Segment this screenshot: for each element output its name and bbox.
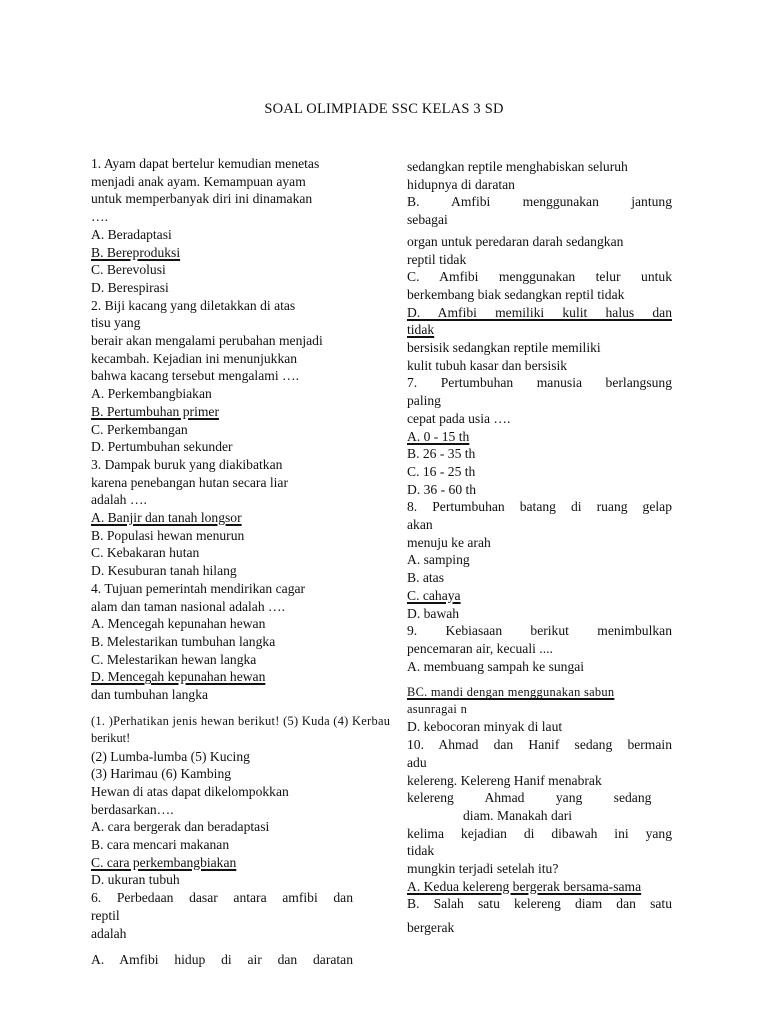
q6-option-a-continued: hidupnya di daratan bbox=[407, 176, 515, 192]
q5-stem-line: berikut! bbox=[91, 730, 131, 745]
q6-option-b-continued: organ untuk peredaran darah sedangkan bbox=[407, 233, 624, 249]
q3-stem-line: adalah …. bbox=[91, 492, 147, 508]
q6-option-a: A. Amfibi hidup di air dan daratan bbox=[91, 952, 353, 968]
q10-stem-line: kelereng. Kelereng Hanif menabrak bbox=[407, 772, 602, 788]
q4-option-b: B. Melestarikan tumbuhan langka bbox=[91, 633, 276, 649]
q7-stem-line: paling bbox=[407, 393, 441, 409]
q8-option-c-answer: C. cahaya bbox=[407, 587, 461, 603]
q2-stem-line: kecambah. Kejadian ini menunjukkan bbox=[91, 350, 298, 366]
q3-stem-line: 3. Dampak buruk yang diakibatkan bbox=[91, 456, 283, 472]
q1-stem-line: untuk memperbanyak diri ini dinamakan bbox=[91, 191, 313, 207]
q10-stem-line: adu bbox=[407, 754, 427, 770]
q6-option-d-continued: tidak bbox=[407, 322, 435, 338]
q6-option-b: B. Amfibi menggunakan jantung bbox=[407, 194, 672, 210]
q8-stem-line: akan bbox=[407, 517, 433, 533]
q10-option-a-answer: A. Kedua kelereng bergerak bersama-sama bbox=[407, 878, 642, 894]
q2-stem-line: tisu yang bbox=[91, 315, 141, 331]
q6-stem-line: 6. Perbedaan dasar antara amfibi dan bbox=[91, 890, 353, 906]
q1-option-d: D. Berespirasi bbox=[91, 279, 169, 295]
q2-option-d: D. Pertumbuhan sekunder bbox=[91, 439, 233, 455]
q9-stem-line: 9. Kebiasaan berikut menimbulkan bbox=[407, 623, 672, 639]
q6-option-d-continued: kulit tubuh kasar dan bersisik bbox=[407, 357, 568, 373]
right-column bbox=[407, 158, 672, 937]
q1-stem-line: menjadi anak ayam. Kemampuan ayam bbox=[91, 173, 306, 189]
q9-stem-line: pencemaran air, kecuali .... bbox=[407, 640, 553, 656]
q10-stem-line: kelereng Ahmad yang sedang bbox=[407, 790, 652, 806]
q5-stem-line: berdasarkan…. bbox=[91, 801, 174, 817]
q10-stem-line: mungkin terjadi setelah itu? bbox=[407, 861, 559, 877]
q10-stem-line: 10. Ahmad dan Hanif sedang bermain bbox=[407, 737, 672, 753]
q2-stem-line: berair akan mengalami perubahan menjadi bbox=[91, 333, 323, 349]
q3-option-a-answer: A. Banjir dan tanah longsor bbox=[91, 510, 242, 526]
q9-option-d: D. kebocoran minyak di laut bbox=[407, 719, 563, 735]
q6-stem-line: adalah bbox=[91, 925, 127, 941]
q1-option-a: A. Beradaptasi bbox=[91, 226, 172, 242]
q10-option-b: B. Salah satu kelereng diam dan satu bbox=[407, 896, 672, 912]
q8-option-b: B. atas bbox=[407, 570, 444, 586]
q7-stem-line: 7. Pertumbuhan manusia berlangsung bbox=[407, 375, 672, 391]
q9-garbled-option-continued: asunragai n bbox=[407, 702, 468, 717]
q4-stem-line: alam dan taman nasional adalah …. bbox=[91, 598, 286, 614]
q2-option-b-answer: B. Pertumbuhan primer bbox=[91, 403, 219, 419]
q10-stem-line: diam. Manakah dari bbox=[463, 807, 573, 823]
q2-stem-line: bahwa kacang tersebut mengalami …. bbox=[91, 368, 299, 384]
q6-option-c-continued: berkembang biak sedangkan reptil tidak bbox=[407, 286, 625, 302]
spacer bbox=[407, 675, 672, 684]
q7-option-b: B. 26 - 35 th bbox=[407, 446, 476, 462]
q10-stem-line: kelima kejadian di dibawah ini yang bbox=[407, 825, 672, 841]
q4-option-d-answer: D. Mencegah kepunahan hewan bbox=[91, 669, 266, 685]
q7-option-c: C. 16 - 25 th bbox=[407, 463, 476, 479]
q6-option-b-continued: reptil tidak bbox=[407, 251, 467, 267]
q6-stem-line: reptil bbox=[91, 907, 120, 923]
q6-option-a-continued: sedangkan reptile menghabiskan seluruh bbox=[407, 159, 628, 174]
q5-stem-line: Hewan di atas dapat dikelompokkan bbox=[91, 783, 289, 799]
q1-stem-line: …. bbox=[91, 209, 108, 225]
q7-stem-line: cepat pada usia …. bbox=[407, 410, 511, 426]
q8-option-d: D. bawah bbox=[407, 605, 460, 621]
page-title: SOAL OLIMPIADE SSC KELAS 3 SD bbox=[264, 101, 504, 117]
q5-option-b: B. cara mencari makanan bbox=[91, 837, 230, 853]
q7-option-d: D. 36 - 60 th bbox=[407, 481, 477, 497]
q1-option-b-answer: B. Bereproduksi bbox=[91, 244, 181, 260]
q5-option-a: A. cara bergerak dan beradaptasi bbox=[91, 819, 270, 835]
q3-stem-line: karena penebangan hutan secara liar bbox=[91, 474, 288, 490]
q5-list-line: (2) Lumba-lumba (5) Kucing bbox=[91, 748, 250, 764]
q5-list-line: (3) Harimau (6) Kambing bbox=[91, 766, 232, 782]
q6-option-d-answer: D. Amfibi memiliki kulit halus dan bbox=[407, 304, 672, 320]
spacer bbox=[91, 942, 353, 951]
q4-option-c: C. Melestarikan hewan langka bbox=[91, 651, 257, 667]
q3-option-b: B. Populasi hewan menurun bbox=[91, 527, 245, 543]
q6-option-b-continued: sebagai bbox=[407, 212, 448, 228]
left-column bbox=[91, 155, 391, 969]
q1-option-c: C. Berevolusi bbox=[91, 262, 166, 278]
q9-option-a: A. membuang sampah ke sungai bbox=[407, 658, 585, 674]
q2-stem-line: 2. Biji kacang yang diletakkan di atas bbox=[91, 297, 296, 313]
spacer bbox=[91, 704, 353, 713]
q5-option-d: D. ukuran tubuh bbox=[91, 872, 180, 888]
q8-stem-line: 8. Pertumbuhan batang di ruang gelap bbox=[407, 499, 672, 515]
q3-option-c: C. Kebakaran hutan bbox=[91, 545, 200, 561]
q2-option-c: C. Perkembangan bbox=[91, 421, 188, 437]
q7-option-a-answer: A. 0 - 15 th bbox=[407, 428, 470, 444]
q4-option-d-continued: dan tumbuhan langka bbox=[91, 687, 209, 703]
q8-stem-line: menuju ke arah bbox=[407, 534, 491, 550]
q9-garbled-option: BC. mandi dengan menggunakan sabun bbox=[407, 685, 615, 700]
q10-option-b-continued: bergerak bbox=[407, 920, 455, 936]
q6-option-d-continued: bersisik sedangkan reptile memiliki bbox=[407, 340, 601, 356]
q10-stem-line: tidak bbox=[407, 843, 435, 859]
q5-garbled-stem: (1. )Perhatikan jenis hewan berikut! (5) Kuda (4) Kerbau bbox=[91, 713, 391, 728]
q2-option-a: A. Perkembangbiakan bbox=[91, 386, 212, 402]
q6-option-c: C. Amfibi menggunakan telur untuk bbox=[407, 269, 672, 285]
q5-option-c-answer: C. cara perkembangbiakan bbox=[91, 854, 237, 870]
q4-stem-line: 4. Tujuan pemerintah mendirikan cagar bbox=[91, 580, 306, 596]
q4-option-a: A. Mencegah kepunahan hewan bbox=[91, 616, 266, 632]
q8-option-a: A. samping bbox=[407, 552, 470, 568]
q1-stem-line: 1. Ayam dapat bertelur kemudian menetas bbox=[91, 156, 320, 171]
q3-option-d: D. Kesuburan tanah hilang bbox=[91, 563, 237, 579]
